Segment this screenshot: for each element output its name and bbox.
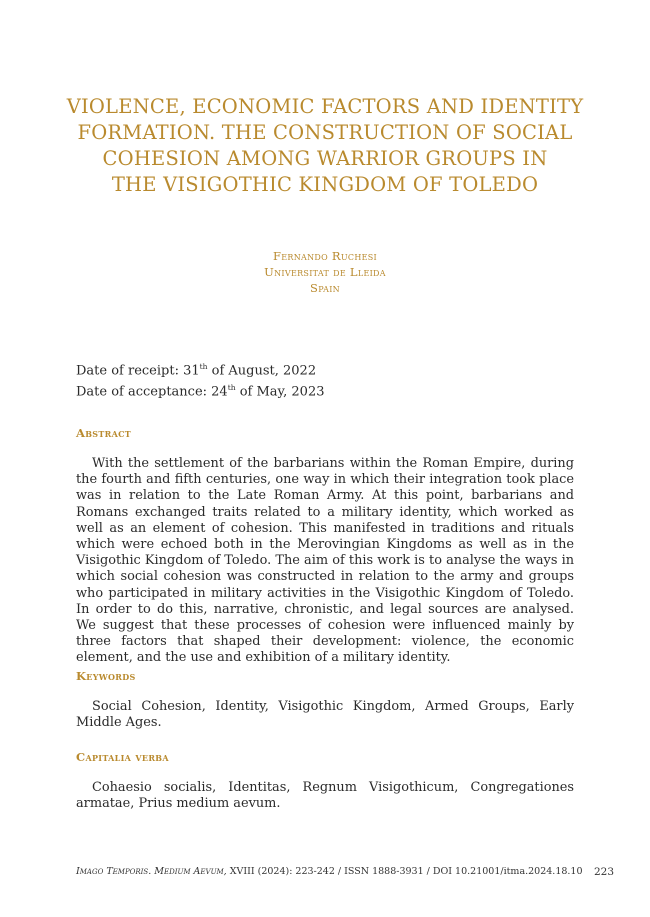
journal-details: XVIII (2024): 223-242 / ISSN 1888-3931 / DOI 10.21001/itma.2024.18.10 xyxy=(226,866,583,877)
article-title xyxy=(60,94,590,198)
receipt-date xyxy=(76,359,325,380)
keywords-text: Social Cohesion, Identity, Visigothic Kingdom, Armed Groups, Early Middle Ages. xyxy=(76,699,574,731)
capitalia-text: Cohaesio socialis, Identitas, Regnum Visigothicum, Congregationes armatae, Prius medium aevum. xyxy=(76,780,574,812)
keywords-heading: Keywords xyxy=(76,669,136,683)
page-footer xyxy=(76,866,614,877)
acceptance-date-suffix: of May, 2023 xyxy=(235,384,325,400)
page-number: 223 xyxy=(593,866,614,878)
author-name: Fernando Ruchesi xyxy=(272,249,378,263)
receipt-date-suffix: of August, 2022 xyxy=(207,363,317,379)
capitalia-heading: Capitalia verba xyxy=(76,750,169,764)
acceptance-date-sup: th xyxy=(227,382,236,392)
title-line: VIOLENCE, ECONOMIC FACTORS AND IDENTITY xyxy=(66,95,584,118)
acceptance-date-prefix: Date of acceptance: 24 xyxy=(76,384,228,400)
author-block xyxy=(0,248,650,296)
acceptance-date xyxy=(76,380,325,401)
title-line: THE VISIGOTHIC KINGDOM OF TOLEDO xyxy=(111,173,539,196)
title-line: FORMATION. THE CONSTRUCTION OF SOCIAL xyxy=(77,121,573,144)
title-line: COHESION AMONG WARRIOR GROUPS IN xyxy=(102,147,548,170)
abstract-heading: Abstract xyxy=(76,426,131,440)
receipt-date-prefix: Date of receipt: 31 xyxy=(76,363,200,379)
receipt-date-sup: th xyxy=(199,362,208,371)
journal-name: Imago Temporis. Medium Aevum, xyxy=(76,866,227,877)
abstract-text: With the settlement of the barbarians within the Roman Empire, during the fourth and fifth centuries, one way in which their integration took place was in relation to the Late Roman Army. At this point, barbarians and Romans exchanged traits related to a military identity, which worked as well as an element of cohesion. This manifested in traditions and rituals which were echoed both in the Merovingian Kingdoms as well as in the Visigothic Kingdom of Toledo. The aim of this work is to analyse the ways in which social cohesion was constructed in relation to the army and groups who participated in military activities in the Visigothic Kingdom of Toledo. In order to do this, narrative, chronistic, and legal sources are analysed. We suggest that these processes of cohesion were influenced mainly by three factors that shaped their development: violence, the economic element, and the use and exhibition of a military identity. xyxy=(76,456,574,666)
dates-block xyxy=(76,359,325,401)
author-affiliation: Universitat de Lleida xyxy=(264,265,386,279)
author-country: Spain xyxy=(310,281,340,295)
